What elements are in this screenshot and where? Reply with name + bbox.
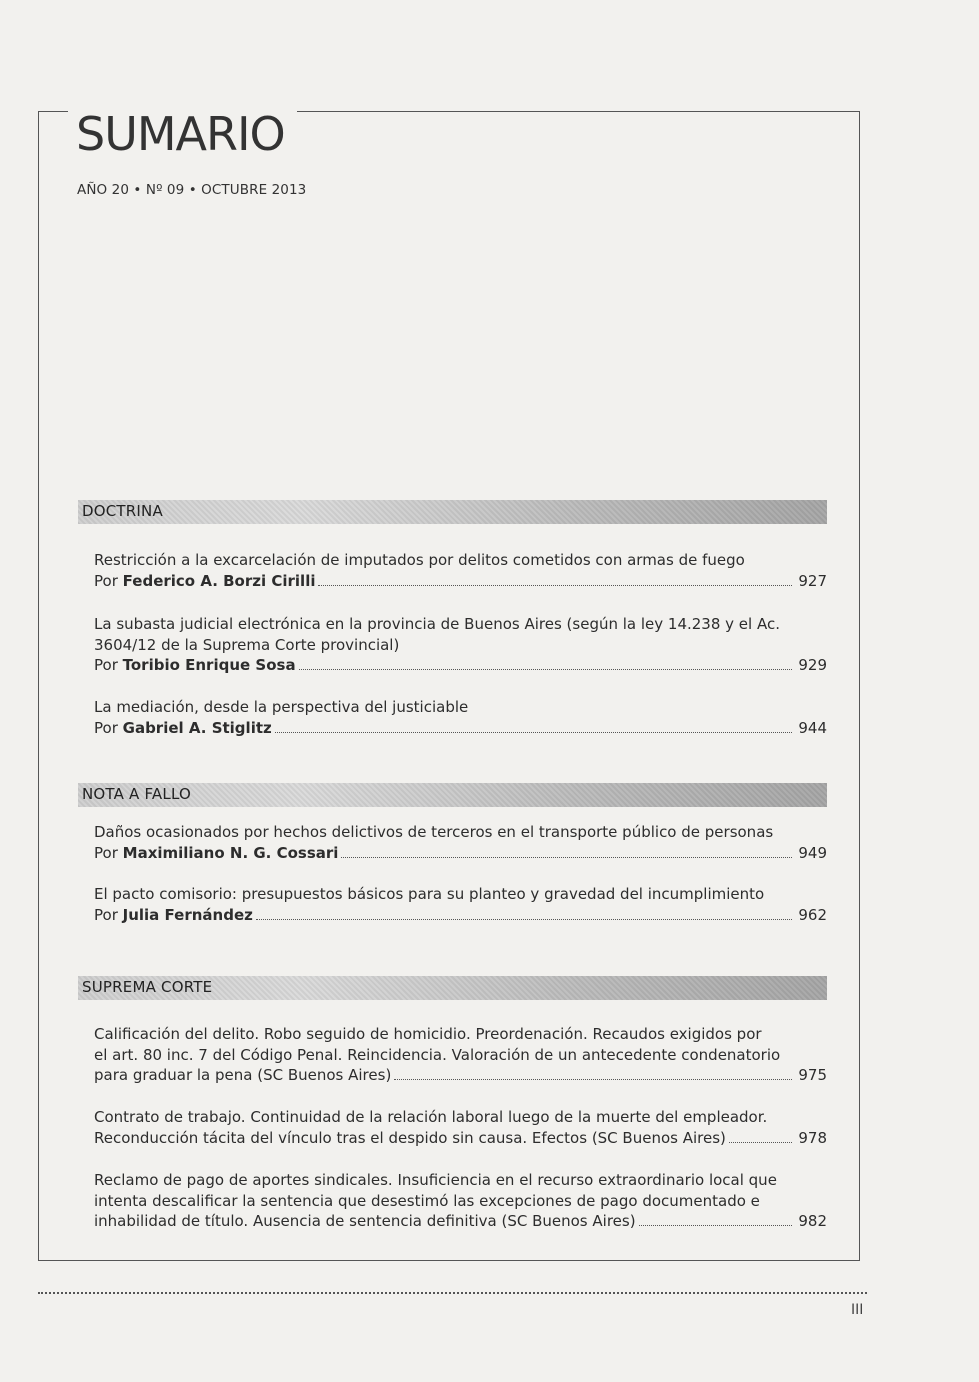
entry-title: para graduar la pena (SC Buenos Aires) xyxy=(94,1066,392,1084)
entry-title: 3604/12 de la Suprema Corte provincial) xyxy=(94,635,400,654)
entry-author: Toribio Enrique Sosa xyxy=(122,656,296,674)
summary-frame xyxy=(38,111,860,1261)
toc-entry[interactable] xyxy=(94,1170,827,1232)
entry-title: La subasta judicial electrónica en la provincia de Buenos Aires (según la ley 14.238 y el Ac. xyxy=(94,615,780,633)
dot-leader xyxy=(275,732,793,733)
entry-author: Julia Fernández xyxy=(122,905,253,924)
dot-leader xyxy=(256,919,793,920)
dot-leader xyxy=(394,1079,792,1080)
toc-entry[interactable] xyxy=(94,550,827,591)
by-label: Por xyxy=(94,718,118,737)
dot-leader xyxy=(299,669,793,670)
entry-page: 929 xyxy=(798,656,827,674)
section-band-nota-a-fallo xyxy=(78,783,827,807)
page-folio: III xyxy=(851,1302,864,1318)
entry-author: Maximiliano N. G. Cossari xyxy=(122,843,339,862)
toc-entry[interactable] xyxy=(94,614,827,676)
section-label: NOTA A FALLO xyxy=(82,785,191,803)
entry-last-line xyxy=(94,1065,827,1086)
dot-leader xyxy=(639,1225,793,1226)
dot-leader xyxy=(729,1142,792,1143)
entry-author-line xyxy=(94,843,827,864)
dot-leader xyxy=(318,585,792,586)
entry-title: Restricción a la excarcelación de imputados por delitos cometidos con armas de fuego xyxy=(94,551,745,569)
toc-entry[interactable] xyxy=(94,822,827,863)
by-label: Por xyxy=(94,905,118,924)
by-label: Por xyxy=(94,571,118,590)
entry-page: 927 xyxy=(798,571,827,590)
entry-author-line xyxy=(94,905,827,926)
footer-dotted-rule xyxy=(38,1292,867,1294)
entry-page: 949 xyxy=(798,843,827,862)
by-label: Por xyxy=(94,656,118,674)
entry-last-line xyxy=(94,1211,827,1232)
entry-author: Gabriel A. Stiglitz xyxy=(122,718,272,737)
page-title: SUMARIO xyxy=(68,104,297,164)
entry-page: 978 xyxy=(798,1128,827,1147)
toc-entry[interactable] xyxy=(94,697,827,738)
entry-title: Daños ocasionados por hechos delictivos de terceros en el transporte público de personas xyxy=(94,823,774,841)
entry-title: intenta descalificar la sentencia que desestimó las excepciones de pago documentado e xyxy=(94,1191,760,1210)
section-label: SUPREMA CORTE xyxy=(82,978,213,996)
section-band-doctrina xyxy=(78,500,827,524)
entry-page: 982 xyxy=(798,1212,827,1230)
entry-title: Contrato de trabajo. Continuidad de la relación laboral luego de la muerte del empleador. xyxy=(94,1108,768,1126)
entry-author: Federico A. Borzi Cirilli xyxy=(122,571,316,590)
toc-entry[interactable] xyxy=(94,884,827,925)
entry-title: Reclamo de pago de aportes sindicales. Insuficiencia en el recurso extraordinario local que xyxy=(94,1171,777,1189)
issue-info: AÑO 20 • Nº 09 • OCTUBRE 2013 xyxy=(77,182,307,198)
entry-title: El pacto comisorio: presupuestos básicos para su planteo y gravedad del incumplimiento xyxy=(94,885,765,903)
toc-entry[interactable] xyxy=(94,1107,827,1148)
by-label: Por xyxy=(94,843,118,862)
entry-title: La mediación, desde la perspectiva del justiciable xyxy=(94,698,469,716)
entry-page: 975 xyxy=(798,1066,827,1084)
entry-title: inhabilidad de título. Ausencia de sentencia definitiva (SC Buenos Aires) xyxy=(94,1212,636,1230)
section-band-suprema-corte xyxy=(78,976,827,1000)
entry-author-line xyxy=(94,571,827,592)
entry-last-line xyxy=(94,1128,827,1149)
entry-page: 962 xyxy=(798,905,827,924)
entry-title: Calificación del delito. Robo seguido de homicidio. Preordenación. Recaudos exigidos por xyxy=(94,1025,762,1043)
entry-title: el art. 80 inc. 7 del Código Penal. Reincidencia. Valoración de un antecedente condenatorio xyxy=(94,1045,781,1064)
section-label: DOCTRINA xyxy=(82,502,163,520)
entry-author-line xyxy=(94,655,827,676)
entry-title: Reconducción tácita del vínculo tras el despido sin causa. Efectos (SC Buenos Aires) xyxy=(94,1128,726,1147)
dot-leader xyxy=(341,857,792,858)
entry-page: 944 xyxy=(798,718,827,737)
toc-entry[interactable] xyxy=(94,1024,827,1086)
entry-author-line xyxy=(94,718,827,739)
